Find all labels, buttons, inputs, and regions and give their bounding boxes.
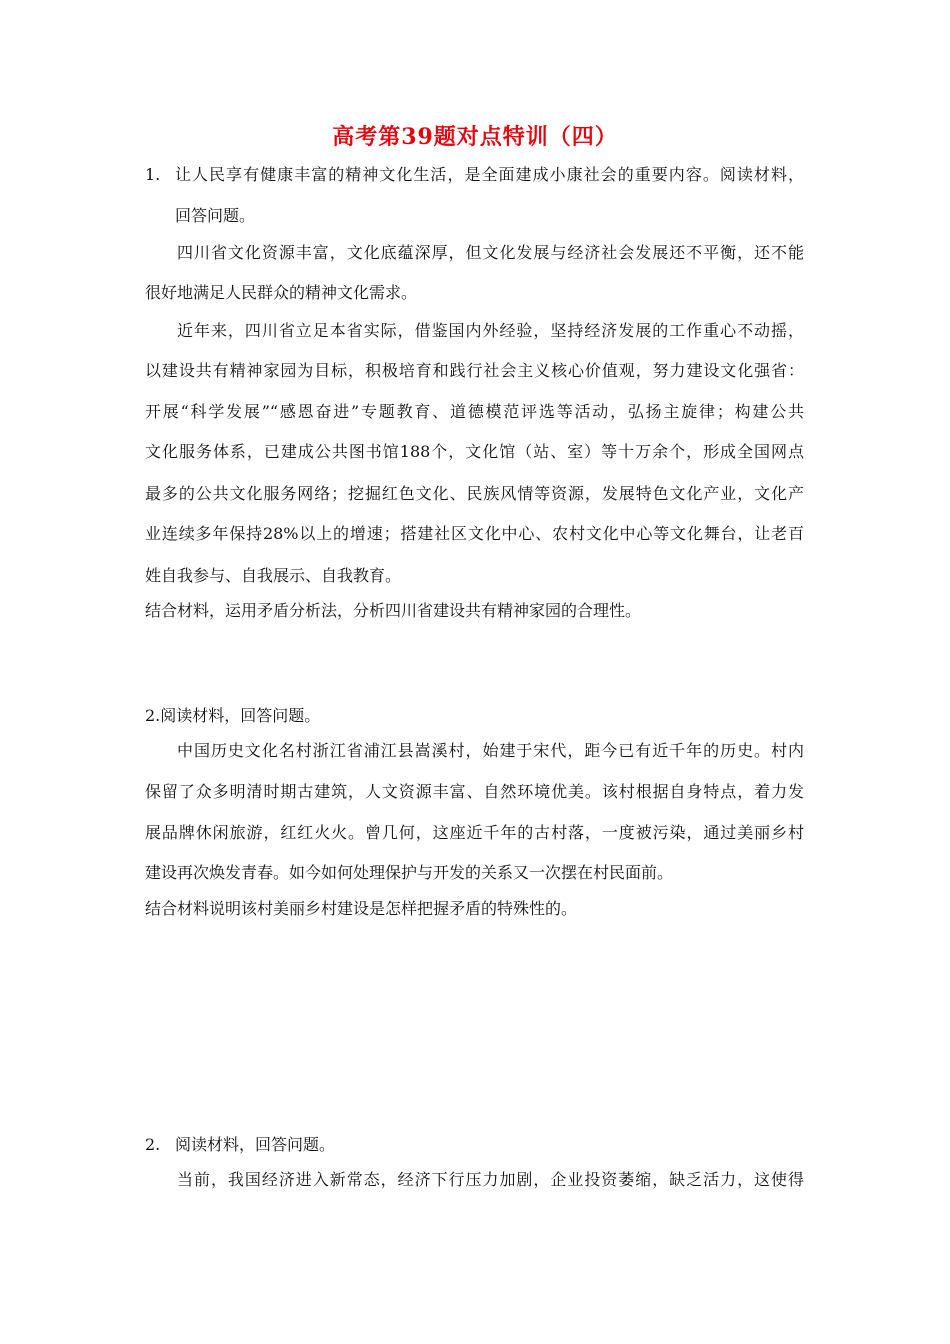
q2-para-line-2: 保留了众多明清时期古建筑，人文资源丰富、自然环境优美。该村根据自身特点，着力发 [145, 782, 804, 801]
q3-para-line-1: 当前，我国经济进入新常态，经济下行压力加剧，企业投资萎缩，缺乏活力，这使得 [177, 1170, 804, 1189]
q1-para2-line-4: 文化服务体系，已建成公共图书馆188个，文化馆（站、室）等十万余个，形成全国网点 [145, 442, 804, 461]
q2-para-line-4: 建设再次焕发青春。如今如何处理保护与开发的关系又一次摆在村民面前。 [145, 863, 674, 882]
page-title: 高考第39题对点特训（四） [332, 124, 618, 150]
q1-para2-line-5: 最多的公共文化服务网络；挖掘红色文化、民族风情等资源，发展特色文化产业，文化产 [145, 484, 804, 503]
q1-para2-line-1: 近年来，四川省立足本省实际，借鉴国内外经验，坚持经济发展的工作重心不动摇， [177, 321, 804, 340]
q1-para1-line-2: 很好地满足人民群众的精神文化需求。 [145, 283, 418, 302]
q2-para-line-3: 展品牌休闲旅游，红红火火。曾几何，这座近千年的古村落，一度被污染，通过美丽乡村 [145, 823, 804, 842]
q1-prompt-line-2: 回答问题。 [175, 206, 256, 225]
q1-para2-line-2: 以建设共有精神家园为目标，积极培育和践行社会主义核心价值观，努力建设文化强省： [145, 361, 804, 380]
q3-number: 2. [145, 1135, 161, 1154]
q1-prompt-line-1: 让人民享有健康丰富的精神文化生活，是全面建成小康社会的重要内容。阅读材料， [175, 165, 804, 184]
q1-para2-line-6: 业连续多年保持28%以上的增速；搭建社区文化中心、农村文化中心等文化舞台，让老百 [145, 524, 804, 543]
q1-question: 结合材料，运用矛盾分析法，分析四川省建设共有精神家园的合理性。 [145, 601, 642, 620]
q1-para1-line-1: 四川省文化资源丰富，文化底蕴深厚，但文化发展与经济社会发展还不平衡，还不能 [177, 243, 804, 262]
q2-heading: 2.阅读材料，回答问题。 [145, 706, 321, 725]
q1-number: 1. [145, 165, 161, 184]
q3-heading: 阅读材料，回答问题。 [175, 1135, 336, 1154]
q2-para-line-1: 中国历史文化名村浙江省浦江县嵩溪村，始建于宋代，距今已有近千年的历史。村内 [177, 741, 804, 760]
q1-para2-line-3: 开展“科学发展”“感恩奋进”专题教育、道德模范评选等活动，弘扬主旋律；构建公共 [145, 402, 804, 421]
q2-question: 结合材料说明该村美丽乡村建设是怎样把握矛盾的特殊性的。 [145, 899, 578, 918]
q1-para2-line-7: 姓自我参与、自我展示、自我教育。 [145, 566, 402, 585]
